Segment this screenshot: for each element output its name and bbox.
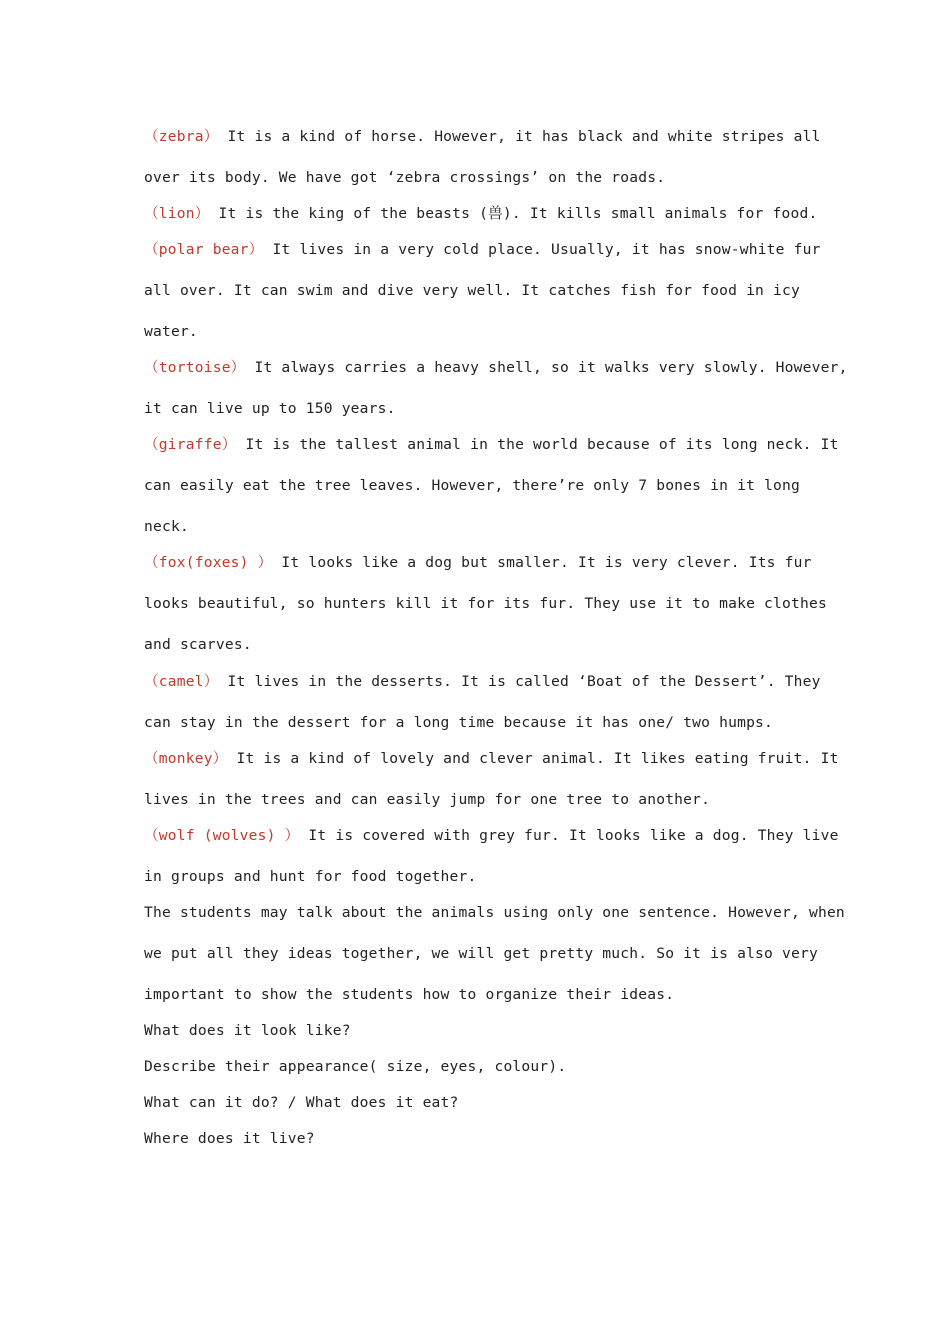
question-live: Where does it live? — [144, 1130, 315, 1147]
entry-giraffe-text-1: It is the tallest animal in the world because of its long neck. It — [236, 436, 839, 453]
term-giraffe: （giraffe） — [144, 436, 237, 453]
entry-wolf-line-2: in groups and hunt for food together. — [144, 868, 477, 885]
entry-camel-line-2: can stay in the dessert for a long time because it has one/ two humps. — [144, 714, 774, 731]
term-fox: （fox(foxes) ） — [144, 554, 273, 571]
question-appearance: Describe their appearance( size, eyes, colour). — [144, 1058, 567, 1075]
term-lion: （lion） — [144, 205, 210, 222]
entry-giraffe-line-2: can easily eat the tree leaves. However, there’re only 7 bones in it long — [144, 477, 800, 494]
entry-monkey-text-1: It is a kind of lovely and clever animal. It likes eating fruit. It — [227, 750, 839, 767]
term-monkey: （monkey） — [144, 750, 228, 767]
entry-zebra-line-1 — [144, 128, 821, 146]
term-camel: （camel） — [144, 673, 219, 690]
entry-wolf-text-1: It is covered with grey fur. It looks like a dog. They live — [299, 827, 839, 844]
term-zebra: （zebra） — [144, 128, 219, 145]
entry-lion-text-1: It is the king of the beasts (兽). It kills small animals for food. — [209, 205, 818, 222]
paragraph-line-1: The students may talk about the animals using only one sentence. However, when — [144, 904, 845, 921]
entry-fox-text-1: It looks like a dog but smaller. It is very clever. Its fur — [272, 554, 812, 571]
term-polar-bear: （polar bear） — [144, 241, 264, 258]
entry-lion-line-1 — [144, 205, 817, 223]
entry-tortoise-line-2: it can live up to 150 years. — [144, 400, 396, 417]
entry-fox-line-3: and scarves. — [144, 636, 252, 653]
entry-polar-bear-line-3: water. — [144, 323, 198, 340]
entry-polar-bear-line-1 — [144, 241, 821, 259]
paragraph-line-3: important to show the students how to organize their ideas. — [144, 986, 675, 1003]
entry-fox-line-2: looks beautiful, so hunters kill it for its fur. They use it to make clothes — [144, 595, 827, 612]
entry-tortoise-line-1 — [144, 359, 848, 377]
entry-camel-text-1: It lives in the desserts. It is called ‘Boat of the Dessert’. They — [218, 673, 821, 690]
entry-giraffe-line-3: neck. — [144, 518, 189, 535]
entry-zebra-line-2: over its body. We have got ‘zebra crossings’ on the roads. — [144, 169, 666, 186]
entry-zebra-text-1: It is a kind of horse. However, it has black and white stripes all — [218, 128, 821, 145]
question-do-eat: What can it do? / What does it eat? — [144, 1094, 459, 1111]
term-wolf: （wolf (wolves) ） — [144, 827, 300, 844]
term-tortoise: （tortoise） — [144, 359, 246, 376]
entry-monkey-line-2: lives in the trees and can easily jump for one tree to another. — [144, 791, 711, 808]
question-look-like: What does it look like? — [144, 1022, 351, 1039]
entry-camel-line-1 — [144, 673, 821, 691]
entry-giraffe-line-1 — [144, 436, 839, 454]
entry-wolf-line-1 — [144, 827, 839, 845]
entry-polar-bear-text-1: It lives in a very cold place. Usually, it has snow-white fur — [263, 241, 821, 258]
entry-tortoise-text-1: It always carries a heavy shell, so it walks very slowly. However, — [245, 359, 848, 376]
entry-monkey-line-1 — [144, 750, 839, 768]
entry-polar-bear-line-2: all over. It can swim and dive very well. It catches fish for food in icy — [144, 282, 800, 299]
entry-fox-line-1 — [144, 554, 812, 572]
paragraph-line-2: we put all they ideas together, we will get pretty much. So it is also very — [144, 945, 818, 962]
